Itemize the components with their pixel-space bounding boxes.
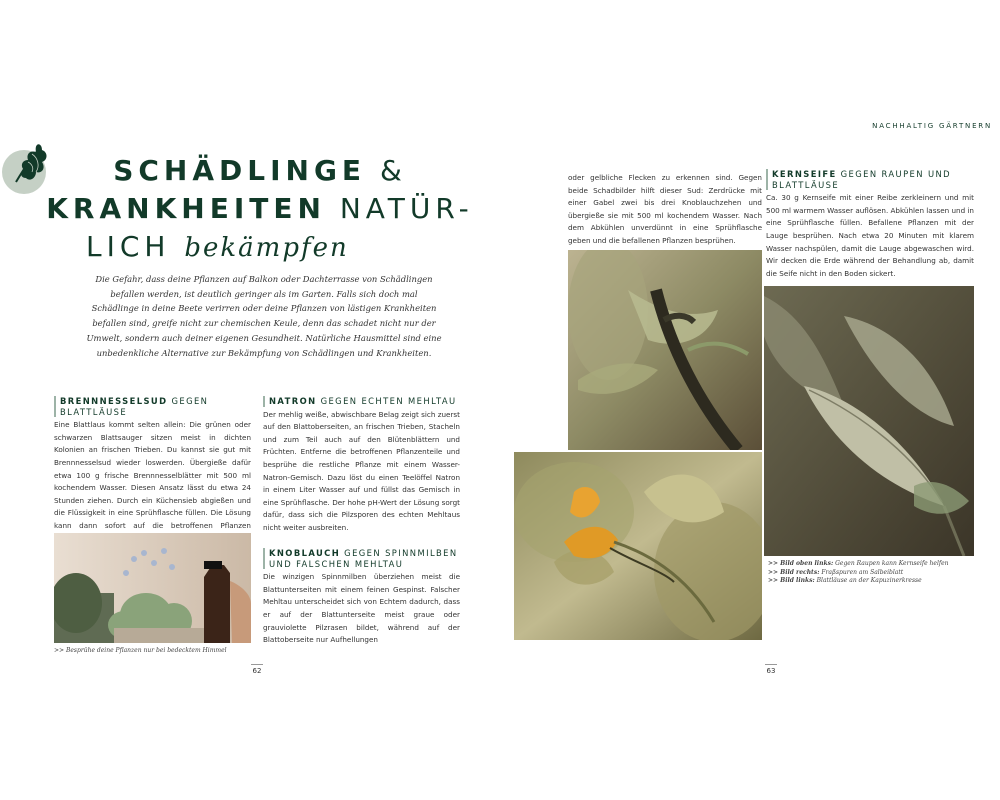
page-title bbox=[40, 152, 480, 267]
photo-captions bbox=[768, 560, 968, 586]
continued-text: oder gelbliche Flecken zu erkennen sind. Gegen beide Schadbilder hilft dieser Sud: Zerdrücke mit einer Gabel zwei bis drei Knoblauchzehen und übergieße sie mit 500 ml kochendem Wasser. Nach dem Abkühlen unverdünnt in eine Sprühflasche geben und die befallenen Pflanzen besprühen. bbox=[568, 173, 762, 245]
section-body: Ca. 30 g Kernseife mit einer Reibe zerkleinern und mit 500 ml warmem Wasser auflösen. Abkühlen lassen und in eine Sprühflasche füllen. Befallene Pflanzen mit der Lauge besprühen. Nach etwa 20 Minuten mit klarem Wasser nachspülen, damit die Lauge abgewaschen wird. Wir decken die Erde während der Behandlung ab, damit die Seife nicht in den Boden sickert. bbox=[766, 193, 974, 278]
caption-key: >> Bild links: bbox=[768, 577, 815, 585]
caption-text: Gegen Raupen kann Kernseife helfen bbox=[833, 560, 949, 567]
heading-keyword: BRENNNESSELSUD bbox=[60, 396, 168, 406]
title-word-krankheiten: KRANKHEITEN bbox=[46, 192, 326, 225]
photo-caption: >> Besprühe deine Pflanzen nur bei bedecktem Himmel bbox=[54, 647, 227, 654]
section-body: Die winzigen Spinnmilben überziehen meist die Blattunterseiten mit einem feinen Gespinst. Falscher Mehltau unterscheidet sich von Echtem dadurch, dass er auf der Blattunterseite meist graue oder grauviolette Pilzrasen bildet, während auf der Blattoberseite nur Aufhellungen bbox=[263, 572, 460, 645]
photo-caterpillar-stem bbox=[568, 250, 762, 450]
intro-paragraph: Die Gefahr, dass deine Pflanzen auf Balkon oder Dachterrasse von Schädlingen befallen werden, ist deutlich geringer als im Garten. Falls sich doch mal Schädlinge in deine Beete verirren oder deine Pflanzen von lästigen Krankheiten befallen sind, greife nicht zur chemischen Keule, denn das schadet nicht nur der Umwelt, sondern auch deiner eigenen Gesundheit. Natürliche Hausmittel sind eine unbedenkliche Alternative zur Bekämpfung von Schädlingen und Krankheiten. bbox=[86, 274, 442, 358]
caption-key: >> Bild oben links: bbox=[768, 560, 834, 567]
heading-rest: GEGEN SPINNMILBEN UND FALSCHEN MEHLTAU bbox=[269, 548, 458, 569]
heading-keyword: KNOBLAUCH bbox=[269, 548, 341, 558]
section-natron bbox=[263, 396, 460, 535]
title-ampersand: & bbox=[366, 154, 407, 187]
page-number: 63 bbox=[761, 664, 781, 675]
section-heading bbox=[766, 169, 974, 190]
running-head: NACHHALTIG GÄRTNERN bbox=[872, 122, 992, 130]
section-heading bbox=[263, 396, 460, 407]
photo-nasturtium bbox=[514, 452, 762, 640]
section-heading bbox=[54, 396, 251, 417]
section-kernseife bbox=[766, 169, 974, 280]
caption-text: Fraßspuren am Salbeiblatt bbox=[819, 568, 904, 576]
heading-keyword: KERNSEIFE bbox=[772, 169, 837, 179]
caption-line bbox=[768, 560, 968, 569]
section-heading bbox=[263, 548, 460, 569]
heading-rule bbox=[263, 396, 265, 407]
heading-rest: GEGEN BLATTLÄUSE bbox=[60, 396, 209, 417]
heading-rule bbox=[263, 548, 265, 569]
heading-rest: GEGEN ECHTEN MEHLTAU bbox=[316, 396, 457, 406]
heading-rest: GEGEN RAUPEN UND BLATTLÄUSE bbox=[772, 169, 951, 190]
section-knoblauch bbox=[263, 548, 460, 647]
title-script-bekaempfen: bekämpfen bbox=[184, 233, 349, 263]
caption-text: Blattläuse an der Kapuzinerkresse bbox=[814, 577, 922, 585]
page-number: 62 bbox=[247, 664, 267, 675]
section-body: Der mehlig weiße, abwischbare Belag zeigt sich zuerst auf den Blattoberseiten, an frischen Trieben, Stacheln und zum Teil auch auf den Blütenblättern und Früchten. Entferne die betroffenen Pflanzenteile und besprühe die restliche Pflanze mit einem Wasser-Natron-Gemisch. Dazu löst du einen Teelöffel Natron in einem Liter Wasser auf und füllst das Gemisch in eine Sprühflasche. Der hohe pH-Wert der Lösung sorgt dafür, dass sich die Pilzsporen des echten Mehltaus nicht weiter ausbreiten. bbox=[263, 409, 460, 532]
section-brennnessel bbox=[54, 396, 251, 545]
heading-keyword: NATRON bbox=[269, 396, 317, 406]
title-word-natuer: NATÜR- bbox=[325, 192, 474, 225]
continued-text-column bbox=[568, 172, 762, 248]
caption-key: >> Bild rechts: bbox=[768, 568, 820, 576]
title-word-lich: LICH bbox=[86, 230, 171, 263]
caption-line bbox=[768, 569, 968, 578]
photo-spray-bottle bbox=[54, 533, 251, 643]
photo-sage-leaf bbox=[764, 286, 974, 556]
title-word-schaedlinge: SCHÄDLINGE bbox=[113, 154, 367, 187]
section-body: Eine Blattlaus kommt selten allein: Die grünen oder schwarzen Blattsauger sitzen meist in dichten Kolonien an frischen Trieben. Du kannst sie gut mit Brennnesselsud wieder loswerden. Übergieße dafür etwa 100 g frische Brennnesselblätter mit 500 ml kochendem Wasser. Diesen Ansatz lässt du etwa 24 Stunden ziehen. Durch ein Küchensieb abgießen und die Flüssigkeit in eine Sprühflasche füllen. Die Lösung kann dann sofort auf die betroffenen Pflanzen bbox=[54, 420, 251, 530]
heading-rule bbox=[54, 396, 56, 417]
right-page bbox=[500, 0, 1000, 800]
heading-rule bbox=[766, 169, 768, 190]
caption-line bbox=[768, 577, 968, 586]
